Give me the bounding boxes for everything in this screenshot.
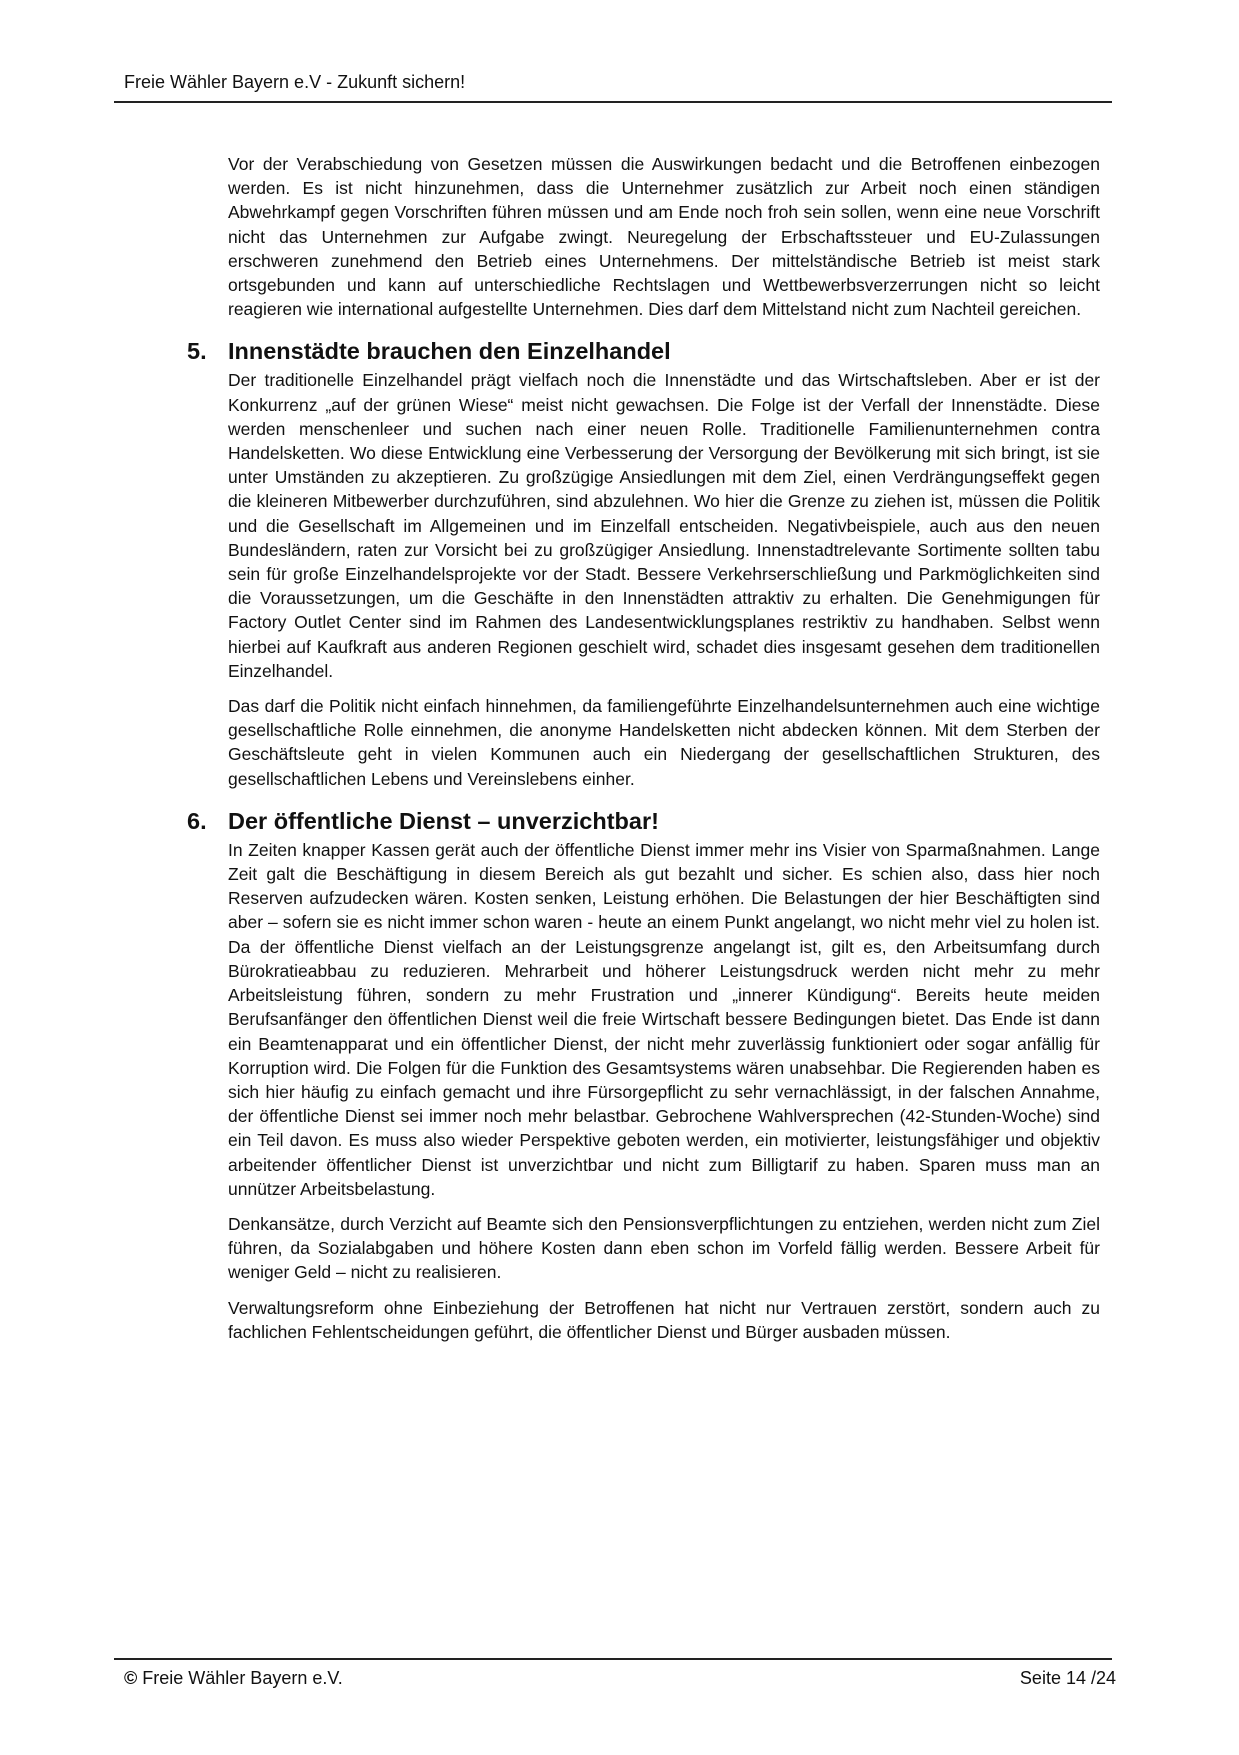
page-number: Seite 14 /24: [1019, 1668, 1116, 1688]
footer-copyright: [124, 1668, 343, 1689]
section-5-paragraph-1: Der traditionelle Einzelhandel prägt vielfach noch die Innenstädte und das Wirtschaftsleben. Aber er ist der Konkurrenz „auf der grünen Wiese“ meist nicht gewachsen. Die Folge ist der Verfall der Innenstädte. Diese werden menschenleer und suchen nach einer neuen Rolle. Traditionelle Familienunternehmen contra Handelsketten. Wo diese Entwicklung eine Verbesserung der Versorgung der Bevölkerung mit sich bringt, ist sie unter Umständen zu akzeptieren. Zu großzügige Ansiedlungen mit dem Ziel, einen Verdrängungseffekt gegen die kleineren Mitbewerber durchzuführen, sind abzulehnen. Wo hier die Grenze zu ziehen ist, müssen die Politik und die Gesellschaft im Allgemeinen und im Einzelfall entscheiden. Negativbeispiele, auch aus den neuen Bundesländern, raten zur Vorsicht bei zu großzügiger Ansiedlung. Innenstadtrelevante Sortimente sollten tabu sein für große Einzelhandelsprojekte vor der Stadt. Bessere Verkehrserschließung und Parkmöglichkeiten sind die Voraussetzungen, um die Geschäfte in den Innenstädten attraktiv zu erhalten. Die Genehmigungen für Factory Outlet Center sind im Rahmen des Landesentwicklungsplanes restriktiv zu handhaben. Selbst wenn hierbei auf Kaufkraft aus anderen Regionen geschielt wird, schadet dies insgesamt gesehen dem traditionellen Einzelhandel.: [228, 370, 1100, 681]
section-6-paragraph-1: In Zeiten knapper Kassen gerät auch der öffentliche Dienst immer mehr ins Visier von Sparmaßnahmen. Lange Zeit galt die Beschäftigung in diesem Bereich als gut bezahlt und sicher. Es schien also, dass hier noch Reserven aufzudecken wären. Kosten senken, Leistung erhöhen. Die Belastungen der hier Beschäftigten sind aber – sofern sie es nicht immer schon waren - heute an einem Punkt angelangt, wo nicht mehr viel zu holen ist. Da der öffentliche Dienst vielfach an der Leistungsgrenze angelangt ist, gilt es, den Arbeitsumfang durch Bürokratieabbau zu reduzieren. Mehrarbeit und höherer Leistungsdruck werden nicht mehr zu mehr Arbeitsleistung führen, sondern zu mehr Frustration und „innerer Kündigung“. Bereits heute meiden Berufsanfänger den öffentlichen Dienst weil die freie Wirtschaft bessere Bedingungen bietet. Das Ende ist dann ein Beamtenapparat und ein öffentlicher Dienst, der nicht mehr zuverlässig funktioniert oder sogar anfällig für Korruption wird. Die Folgen für die Funktion des Gesamtsystems wären unabsehbar. Die Regierenden haben es sich hier häufig zu einfach gemacht und ihre Fürsorgepflicht zu sehr vernachlässigt, in der falschen Annahme, der öffentliche Dienst sei immer noch mehr belastbar. Gebrochene Wahlversprechen (42-Stunden-Woche) sind ein Teil davon. Es muss also wieder Perspektive geboten werden, ein motivierter, leistungsfähiger und objektiv arbeitender öffentlicher Dienst ist unverzichtbar und nicht zum Billigtarif zu haben. Sparen muss man an unnützer Arbeitsbelastung.: [228, 839, 1100, 1199]
header-divider: [114, 101, 1112, 103]
section-number: 6.: [187, 807, 207, 834]
footer-organization: Freie Wähler Bayern e.V.: [142, 1668, 343, 1688]
section-6-paragraph-2: Denkansätze, durch Verzicht auf Beamte sich den Pensionsverpflichtungen zu entziehen, werden nicht zum Ziel führen, da Sozialabgaben und höhere Kosten dann eben schon im Vorfeld fällig werden. Bessere Arbeit für weniger Geld – nicht zu realisieren.: [228, 1213, 1100, 1283]
section-number: 5.: [187, 338, 207, 365]
intro-paragraph: Vor der Verabschiedung von Gesetzen müssen die Auswirkungen bedacht und die Betroffenen einbezogen werden. Es ist nicht hinzunehmen, dass die Unternehmer zusätzlich zur Arbeit noch einen ständigen Abwehrkampf gegen Vorschriften führen müssen und am Ende noch froh sein sollen, wenn eine neue Vorschrift nicht das Unternehmen zur Aufgabe zwingt. Neuregelung der Erbschaftssteuer und EU-Zulassungen erschweren zunehmend den Betrieb eines Unternehmens. Der mittelständische Betrieb ist meist stark ortsgebunden und kann auf unterschiedliche Rechtslagen und Wettbewerbsverzerrungen nicht so leicht reagieren wie international aufgestellte Unternehmen. Dies darf dem Mittelstand nicht zum Nachteil gereichen.: [228, 154, 1100, 320]
section-title: Der öffentliche Dienst – unverzichtbar!: [228, 807, 659, 834]
footer-divider: [114, 1658, 1112, 1660]
section-heading-6: [187, 806, 1100, 836]
section-heading-5: [187, 336, 1100, 366]
page-header: Freie Wähler Bayern e.V - Zukunft sichern!: [124, 72, 466, 92]
document-body: [187, 152, 1100, 1355]
section-5-paragraph-2: Das darf die Politik nicht einfach hinnehmen, da familiengeführte Einzelhandelsunternehmen auch eine wichtige gesellschaftliche Rolle einnehmen, die anonyme Handelsketten nicht abdecken können. Mit dem Sterben der Geschäftsleute geht in vielen Kommunen auch ein Niedergang der gesellschaftlichen Strukturen, des gesellschaftlichen Lebens und Vereinslebens einher.: [228, 696, 1100, 789]
copyright-icon: ©: [124, 1668, 138, 1688]
section-title: Innenstädte brauchen den Einzelhandel: [228, 338, 671, 365]
section-6-paragraph-3: Verwaltungsreform ohne Einbeziehung der Betroffenen hat nicht nur Vertrauen zerstört, sondern auch zu fachlichen Fehlentscheidungen geführt, die öffentlicher Dienst und Bürger ausbaden müssen.: [228, 1297, 1100, 1342]
